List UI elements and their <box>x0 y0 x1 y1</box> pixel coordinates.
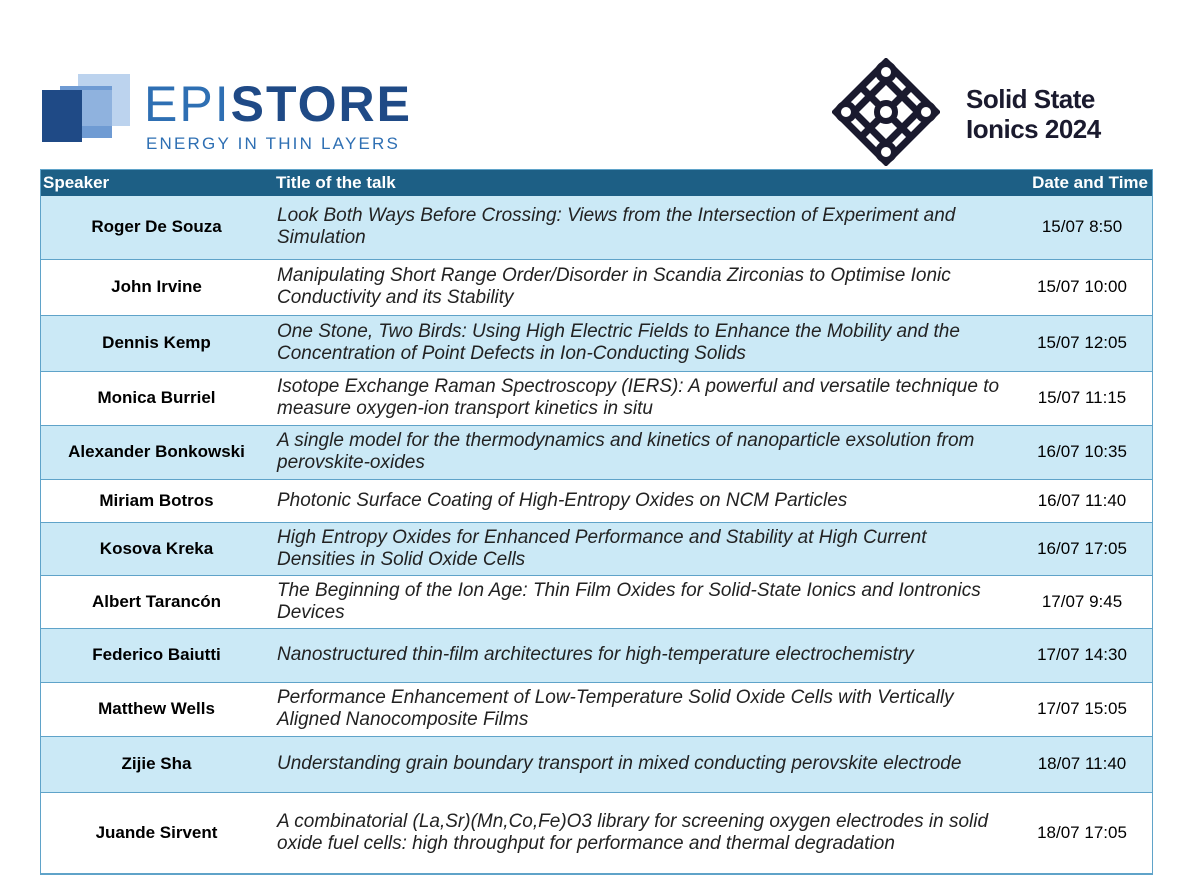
speaker-cell: Miriam Botros <box>40 479 273 522</box>
speaker-cell: Zijie Sha <box>40 736 273 792</box>
table-row <box>40 371 1153 425</box>
datetime-cell: 18/07 11:40 <box>1011 736 1153 792</box>
ssi-logo <box>832 58 1162 168</box>
header-datetime: Date and Time <box>1011 169 1153 196</box>
header-speaker: Speaker <box>40 169 273 196</box>
talk-title-cell: Nanostructured thin-film architectures for high-temperature electrochemistry <box>273 628 1011 682</box>
wordmark-light: EPI <box>144 76 231 132</box>
table-row <box>40 522 1153 575</box>
talk-title-cell: One Stone, Two Birds: Using High Electric Fields to Enhance the Mobility and the Concentration of Point Defects in Ion-Conducting Solids <box>273 315 1011 371</box>
speaker-cell: Alexander Bonkowski <box>40 425 273 479</box>
table-row <box>40 682 1153 736</box>
speaker-cell: Albert Tarancón <box>40 575 273 628</box>
talk-title-cell: Photonic Surface Coating of High-Entropy Oxides on NCM Particles <box>273 479 1011 522</box>
speaker-cell: Federico Baiutti <box>40 628 273 682</box>
table-row <box>40 736 1153 792</box>
table-row <box>40 425 1153 479</box>
table-row <box>40 315 1153 371</box>
epistore-logo <box>40 72 420 157</box>
wordmark-bold: STORE <box>230 76 412 132</box>
talk-title-cell: Manipulating Short Range Order/Disorder in Scandia Zirconias to Optimise Ionic Conductivity and its Stability <box>273 259 1011 315</box>
talk-title-cell: The Beginning of the Ion Age: Thin Film Oxides for Solid-State Ionics and Iontronics Devices <box>273 575 1011 628</box>
speaker-cell: John Irvine <box>40 259 273 315</box>
talks-table <box>40 169 1153 874</box>
datetime-cell: 16/07 11:40 <box>1011 479 1153 522</box>
datetime-cell: 15/07 11:15 <box>1011 371 1153 425</box>
table-row <box>40 259 1153 315</box>
speaker-cell: Juande Sirvent <box>40 792 273 873</box>
epistore-wordmark <box>144 78 412 130</box>
talk-title-cell: Understanding grain boundary transport in mixed conducting perovskite electrode <box>273 736 1011 792</box>
table-body <box>40 196 1153 873</box>
talk-title-cell: A single model for the thermodynamics and kinetics of nanoparticle exsolution from perovskite-oxides <box>273 425 1011 479</box>
ssi-line-2: Ionics 2024 <box>966 114 1101 144</box>
header-title: Title of the talk <box>273 169 1011 196</box>
epistore-tagline: ENERGY IN THIN LAYERS <box>146 134 401 153</box>
table-header <box>40 169 1153 196</box>
datetime-cell: 17/07 9:45 <box>1011 575 1153 628</box>
ssi-line-1: Solid State <box>966 84 1095 114</box>
speaker-cell: Roger De Souza <box>40 196 273 259</box>
talk-title-cell: Look Both Ways Before Crossing: Views from the Intersection of Experiment and Simulation <box>273 196 1011 259</box>
speaker-cell: Kosova Kreka <box>40 522 273 575</box>
speaker-cell: Matthew Wells <box>40 682 273 736</box>
datetime-cell: 17/07 15:05 <box>1011 682 1153 736</box>
table-row <box>40 196 1153 259</box>
datetime-cell: 17/07 14:30 <box>1011 628 1153 682</box>
talk-title-cell: Isotope Exchange Raman Spectroscopy (IERS): A powerful and versatile technique to measure oxygen-ion transport kinetics in situ <box>273 371 1011 425</box>
talk-title-cell: High Entropy Oxides for Enhanced Performance and Stability at High Current Densities in Solid Oxide Cells <box>273 522 1011 575</box>
speaker-cell: Monica Burriel <box>40 371 273 425</box>
datetime-cell: 15/07 8:50 <box>1011 196 1153 259</box>
table-row <box>40 792 1153 873</box>
datetime-cell: 15/07 12:05 <box>1011 315 1153 371</box>
table-row <box>40 479 1153 522</box>
stacked-squares-icon <box>40 72 140 144</box>
speaker-cell: Dennis Kemp <box>40 315 273 371</box>
talk-title-cell: A combinatorial (La,Sr)(Mn,Co,Fe)O3 library for screening oxygen electrodes in solid oxide fuel cells: high throughput for performance and thermal degradation <box>273 792 1011 873</box>
datetime-cell: 18/07 17:05 <box>1011 792 1153 873</box>
datetime-cell: 16/07 10:35 <box>1011 425 1153 479</box>
table-row <box>40 628 1153 682</box>
talk-title-cell: Performance Enhancement of Low-Temperature Solid Oxide Cells with Vertically Aligned Nanocomposite Films <box>273 682 1011 736</box>
datetime-cell: 15/07 10:00 <box>1011 259 1153 315</box>
ssi-wordmark <box>966 84 1101 144</box>
datetime-cell: 16/07 17:05 <box>1011 522 1153 575</box>
table-row <box>40 575 1153 628</box>
diamond-lattice-icon <box>832 58 940 166</box>
